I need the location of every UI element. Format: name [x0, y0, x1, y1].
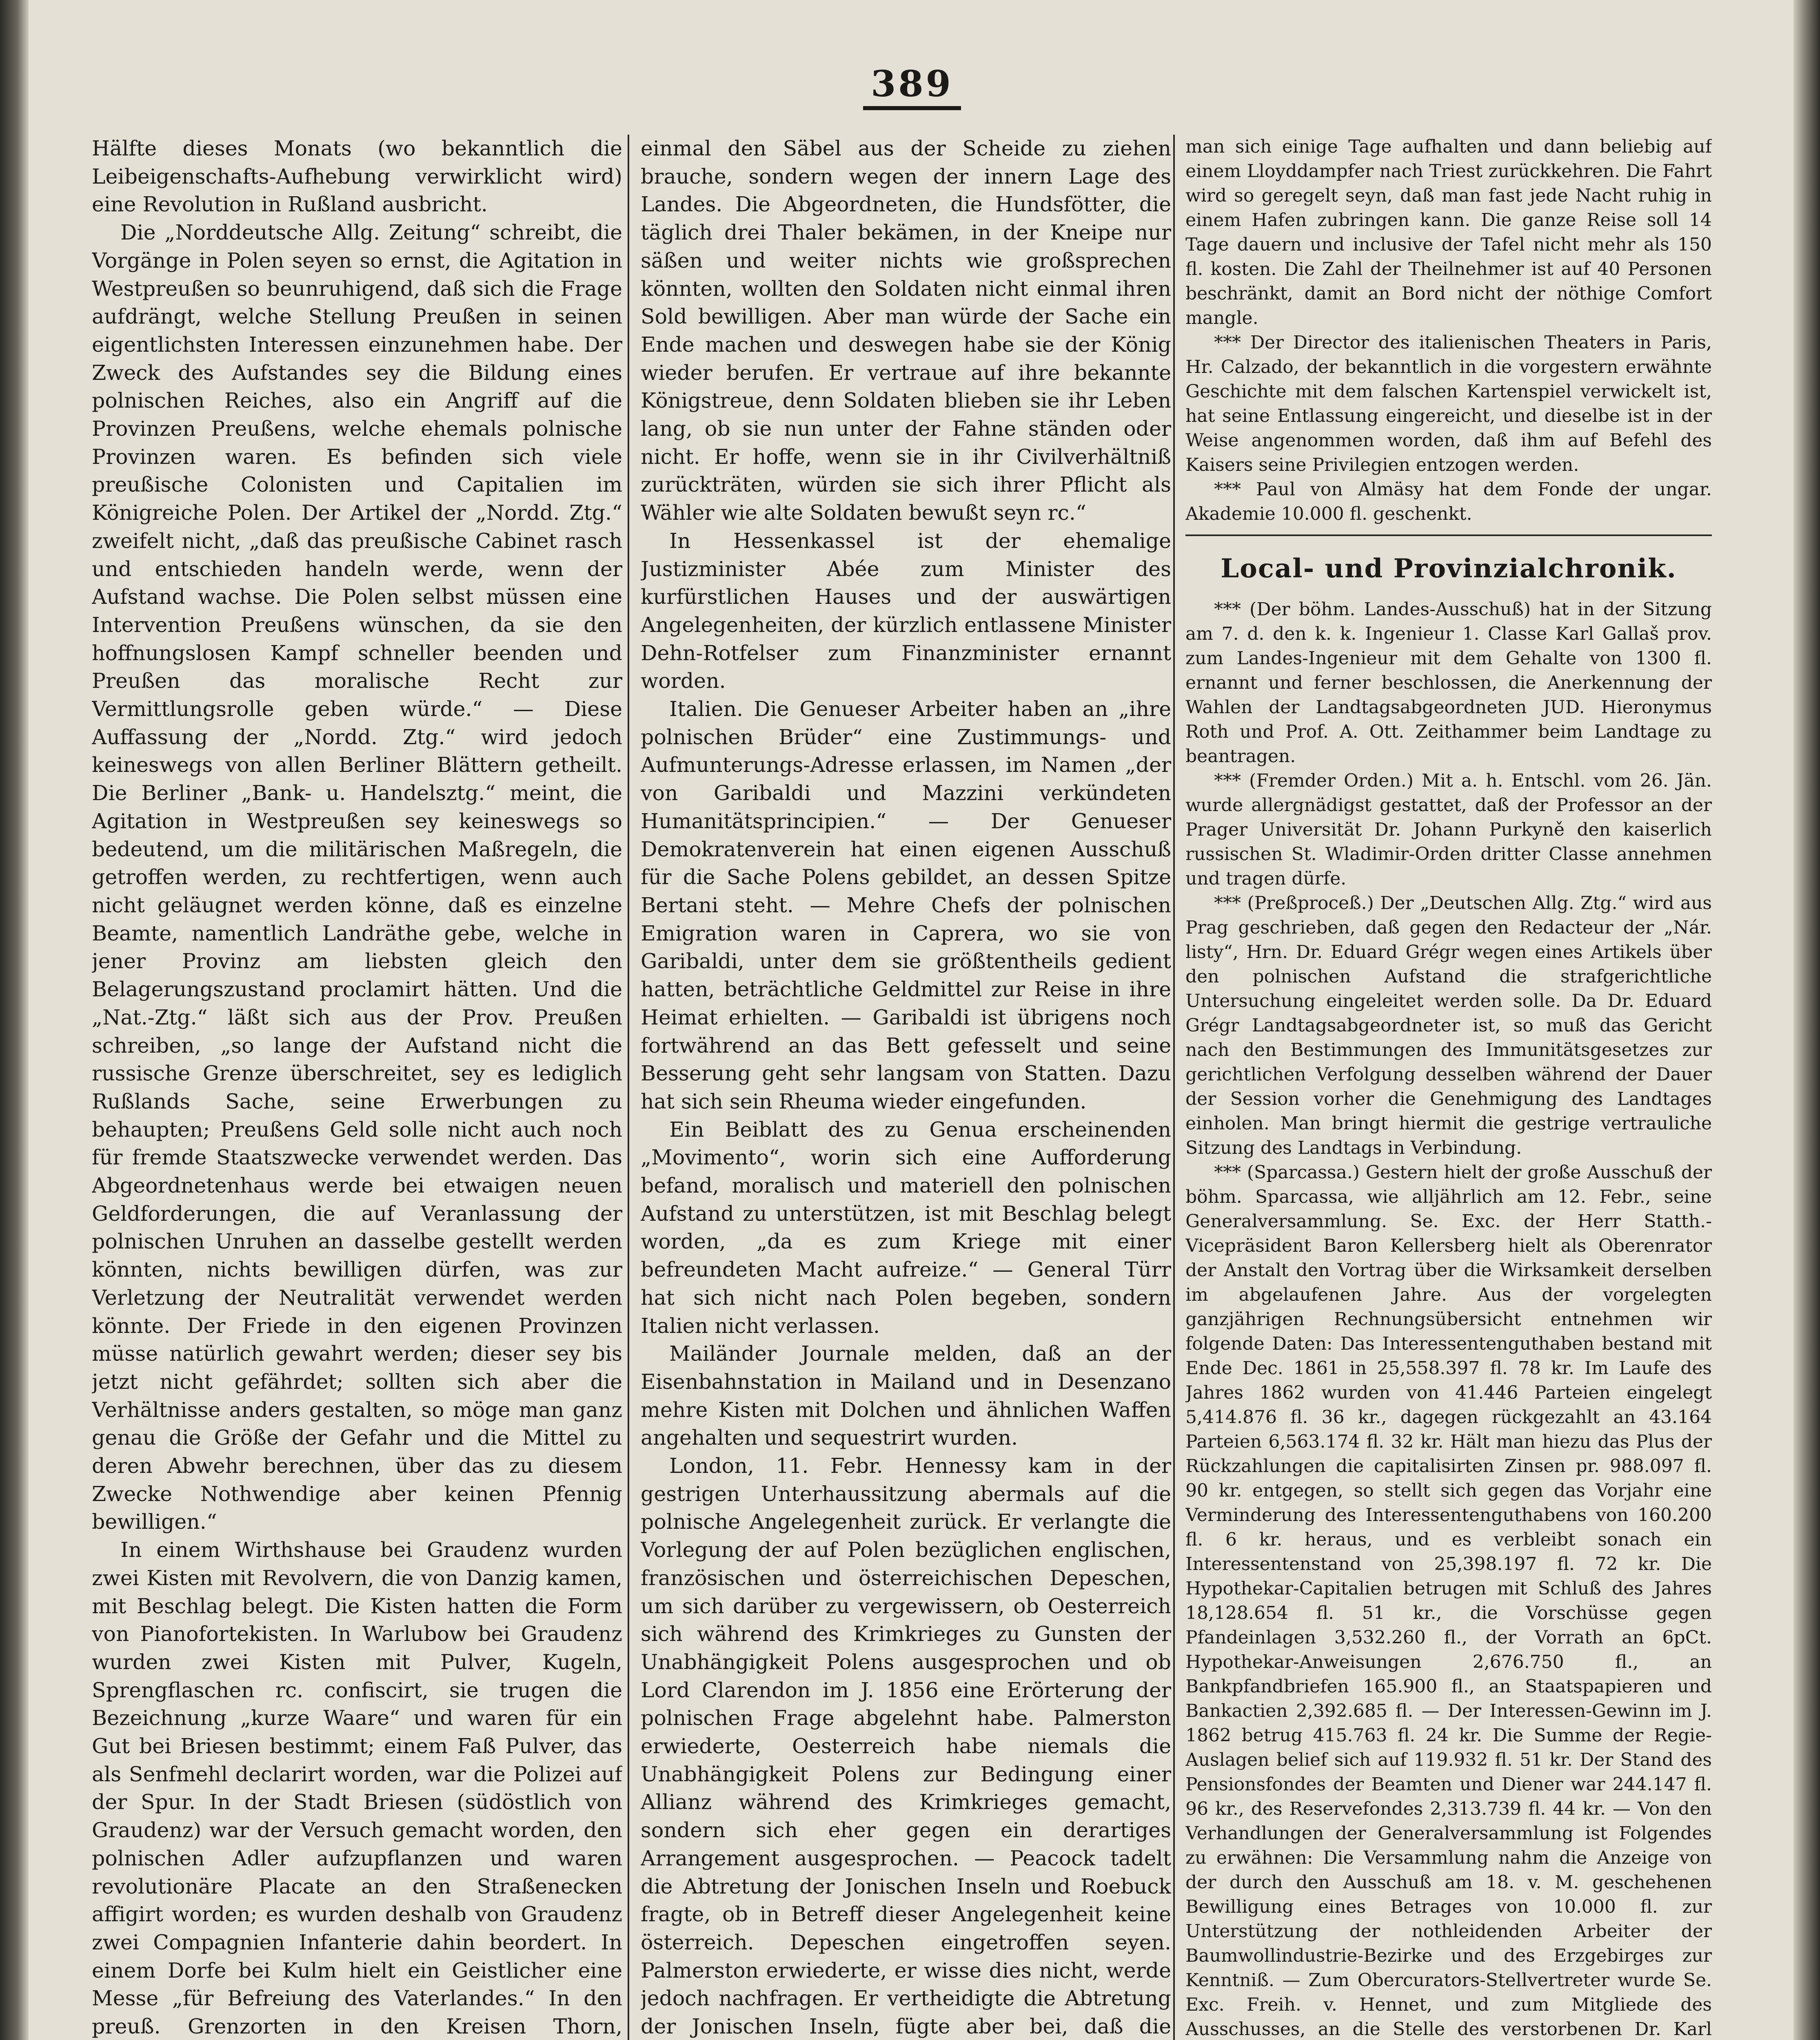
paragraph: Hälfte dieses Monats (wo bekanntlich die Leibeigenschafts-Aufhebung verwirklicht wird) eine Revolution in Rußland ausbricht.	[92, 136, 622, 217]
page-edge-right	[1793, 0, 1820, 2040]
paragraph: Italien. Die Genueser Arbeiter haben an „ihre polnischen Brüder“ eine Zustimmungs- und Aufmunterungs-Adresse erlassen, im Namen „der von Garibaldi und Mazzini verkündeten Humanitätsprincipien.“ — Der Genueser Demokratenverein hat einen eigenen Ausschuß für die Sache Polens gebildet, an dessen Spitze Bertani steht. — Mehre Chefs der polnischen Emigration waren in Caprera, wo sie von Garibaldi, unter dem sie größtentheils gedient hatten, beträchtliche Geldmittel zur Reise in ihre Heimat erhielten. — Garibaldi ist übrigens noch fortwährend an das Bett gefesselt und seine Besserung geht sehr langsam von Statten. Dazu hat sich sein Rheuma wieder eingefunden.	[641, 697, 1171, 1113]
paragraph: *** (Preßproceß.) Der „Deutschen Allg. Ztg.“ wird aus Prag geschrieben, daß gegen den Redacteur der „Nár. listy“, Hrn. Dr. Eduard Grégr wegen eines Artikels über den polnischen Aufstand die strafgerichtliche Untersuchung eingeleitet werden solle. Da Dr. Eduard Grégr Landtagsabgeordneter ist, so muß das Gericht nach den Bestimmungen des Immunitätsgesetzes zur gerichtlichen Verfolgung desselben während der Dauer der Session vorher die Genehmigung des Landtages einholen. Man bringt hiermit die gestrige vertrauliche Sitzung des Landtags in Verbindung.	[1185, 893, 1712, 1158]
paragraph: Mailänder Journale melden, daß an der Eisenbahnstation in Mailand und in Desenzano mehre Kisten mit Dolchen und ähnlichen Waffen angehalten und sequestrirt wurden.	[641, 1342, 1171, 1450]
paragraph: *** (Sparcassa.) Gestern hielt der große Ausschuß der böhm. Sparcassa, wie alljährlich am 12. Febr., seine Generalversammlung. Se. Exc. der Herr Statth.-Vicepräsident Baron Kellersberg hielt als Oberenrator der Anstalt den Vortrag über die Wirksamkeit derselben im abgelaufenen Jahre. Aus der vorgelegten ganzjährigen Rechnungsübersicht entnehmen wir folgende Daten: Das Interessentenguthaben bestand mit Ende Dec. 1861 in 25,558.397 fl. 78 kr. Im Laufe des Jahres 1862 wurden von 41.446 Parteien eingelegt 5,414.876 fl. 36 kr., dagegen rückgezahlt an 43.164 Parteien 6,563.174 fl. 32 kr. Hält man hiezu das Plus der Rückzahlungen die capitalisirten Zinsen pr. 988.097 fl. 90 kr. entgegen, so stellt sich gegen das Vorjahr eine Verminderung des Interessentenguthabens von 160.200 fl. 6 kr. heraus, und es verbleibt sonach ein Interessentenstand von 25,398.197 fl. 72 kr. Die Hypothekar-Capitalien betrugen mit Schluß des Jahres 18,128.654 fl. 51 kr., die Vorschüsse gegen Pfandeinlagen 3,532.260 fl., der Vorrath an 6pCt. Hypothekar-Anweisungen 2,676.750 fl., an Bankpfandbriefen 165.900 fl., an Staatspapieren und Bankactien 2,392.685 fl. — Der Interessen-Gewinn im J. 1862 betrug 415.763 fl. 24 kr. Die Summe der Regie-Auslagen belief sich auf 119.932 fl. 51 kr. Der Stand des Pensionsfondes der Beamten und Diener war 244.147 fl. 96 kr., des Reservefondes 2,313.739 fl. 44 kr. — Von den Verhandlungen der Generalversammlung ist Folgendes zu erwähnen: Die Versammlung nahm die Anzeige von der durch den Ausschuß am 18. v. M. geschehenen Bewilligung eines Betrages von 10.000 fl. zur Unterstützung der nothleidenden Arbeiter der Baumwollindustrie-Bezirke und des Erzgebirges zur Kenntniß. — Zum Obercurators-Stellvertreter wurde Se. Exc. Freih. v. Hennet, und zum Mitgliede des Ausschusses, an die Stelle des verstorbenen Dr. Karl	[1185, 1162, 1712, 2040]
paragraph: *** Der Director des italienischen Theaters in Paris, Hr. Calzado, der bekanntlich in die vorgestern erwähnte Geschichte mit dem falschen Kartenspiel verwickelt ist, hat seine Entlassung eingereicht, und dieselbe ist in der Weise angenommen worden, daß ihm auf Befehl des Kaisers seine Privilegien entzogen werden.	[1185, 332, 1712, 475]
paragraph: London, 11. Febr. Hennessy kam in der gestrigen Unterhaussitzung abermals auf die polnische Angelegenheit zurück. Er verlangte die Vorlegung der auf Polen bezüglichen englischen, französischen und österreichischen Depeschen, um sich darüber zu vergewissern, ob Oesterreich sich während des Krimkrieges zu Gunsten der Unabhängigkeit Polens ausgesprochen und ob Lord Clarendon im J. 1856 eine Erörterung der polnischen Frage abgelehnt habe. Palmerston erwiederte, Oesterreich habe niemals die Unabhängigkeit Polens zur Bedingung einer Allianz während des Krimkrieges gemacht, sondern sich eher gegen ein derartiges Arrangement ausgesprochen. — Peacock tadelt die Abtretung der Jonischen Inseln und Roebuck fragte, ob in Betreff dieser Angelegenheit keine österreich. Depeschen eingetroffen seyen. Palmerston erwiederte, er wisse dies nicht, werde jedoch nachfragen. Er vertheidigte die Abtretung der Jonischen Inseln, fügte aber bei, daß die	[641, 1454, 1171, 2039]
page-edge-left	[0, 0, 29, 2040]
paragraph: In Hessenkassel ist der ehemalige Justizminister Abée zum Minister des kurfürstlichen Hauses und der auswärtigen Angelegenheiten, der kürzlich entlassene Minister Dehn-Rotfelser zum Finanzminister ernannt worden.	[641, 528, 1171, 693]
paragraph: Ein Beiblatt des zu Genua erscheinenden „Movimento“, worin sich eine Aufforderung befand, moralisch und materiell den polnischen Aufstand zu unterstützen, ist mit Beschlag belegt worden, „da es zum Kriege mit einer befreundeten Macht aufreize.“ — General Türr hat sich nicht nach Polen begeben, sondern Italien nicht verlassen.	[641, 1117, 1171, 1338]
paragraph: *** Paul von Almäsy hat dem Fonde der ungar. Akademie 10.000 fl. geschenkt.	[1185, 479, 1712, 524]
paragraph: einmal den Säbel aus der Scheide zu ziehen brauche, sondern wegen der innern Lage des Landes. Die Abgeordneten, die Hundsfötter, die täglich drei Thaler bekämen, in der Kneipe nur säßen und weiter nichts wie großsprechen könnten, wollten den Soldaten nicht einmal ihren Sold bewilligen. Aber man würde der Sache ein Ende machen und deswegen habe sie der König wieder berufen. Er vertraue auf ihre bekannte Königstreue, denn Soldaten blieben sie ihr Leben lang, ob sie nun unter der Fahne ständen oder nicht. Er hoffe, wenn sie in ihr Civilverhältniß zurückträten, würden sie sich ihrer Pflicht als Wähler wie alte Soldaten bewußt seyn rc.“	[641, 136, 1171, 525]
section-divider	[1185, 534, 1712, 536]
paragraph: Die „Norddeutsche Allg. Zeitung“ schreibt, die Vorgänge in Polen seyen so ernst, die Agitation in Westpreußen so beunruhigend, daß sich die Frage aufdrängt, welche Stellung Preußen in seinen eigentlichsten Interessen einzunehmen habe. Der Zweck des Aufstandes sey die Bildung eines polnischen Reiches, also ein Angriff auf die Provinzen Preußens, welche ehemals polnische Provinzen waren. Es befinden sich viele preußische Colonisten und Capitalien im Königreiche Polen. Der Artikel der „Nordd. Ztg.“ zweifelt nicht, „daß das preußische Cabinet rasch und entschieden handeln werde, wenn der Aufstand wachse. Die Polen selbst müssen eine Intervention Preußens wünschen, da sie den hoffnungslosen Kampf schneller beenden und Preußen das moralische Recht zur Vermittlungsrolle geben würde.“ — Diese Auffassung der „Nordd. Ztg.“ wird jedoch keineswegs von allen Berliner Blättern getheilt. Die Berliner „Bank- u. Handelsztg.“ meint, die Agitation in Westpreußen sey keineswegs so bedeutend, um die militärischen Maßregeln, die getroffen werden, zu rechtfertigen, wenn auch nicht geläugnet werden könne, daß es einzelne Beamte, namentlich Landräthe gebe, welche in jener Provinz am liebsten gleich den Belagerungszustand proclamirt hätten. Und die „Nat.-Ztg.“ läßt sich aus der Prov. Preußen schreiben, „so lange der Aufstand nicht die russische Grenze überschreitet, sey es lediglich Rußlands Sache, seine Erwerbungen zu behaupten; Preußens Geld solle nicht auch noch für fremde Staatszwecke verwendet werden. Das Abgeordnetenhaus werde bei etwaigen neuen Geldforderungen, die auf Veranlassung der polnischen Unruhen an dasselbe gestellt werden könnten, nichts bewilligen dürfen, was zur Verletzung der Neutralität verwendet werden könnte. Der Friede in den eigenen Provinzen müsse natürlich gewahrt werden; dieser sey bis jetzt nicht gefährdet; sollten sich aber die Verhältnisse anders gestalten, so möge man ganz genau die Größe der Gefahr und die Mittel zu deren Abwehr berechnen, über das zu diesem Zwecke Nothwendige aber keinen Pfennig bewilligen.“	[92, 220, 622, 1534]
column-divider	[628, 135, 629, 2040]
page-number: 389	[863, 61, 961, 110]
column-right	[1185, 135, 1712, 2040]
paragraph: man sich einige Tage aufhalten und dann beliebig auf einem Lloyddampfer nach Triest zurückkehren. Die Fahrt wird so geregelt seyn, daß man fast jede Nacht ruhig in einem Hafen zubringen kann. Die ganze Reise soll 14 Tage dauern und inclusive der Tafel nicht mehr als 150 fl. kosten. Die Zahl der Theilnehmer ist auf 40 Personen beschränkt, damit an Bord nicht der nöthige Comfort mangle.	[1185, 136, 1712, 328]
column-middle	[641, 135, 1171, 2040]
paragraph: In einem Wirthshause bei Graudenz wurden zwei Kisten mit Revolvern, die von Danzig kamen, mit Beschlag belegt. Die Kisten hatten die Form von Pianofortekisten. In Warlubow bei Graudenz wurden zwei Kisten mit Pulver, Kugeln, Sprengflaschen rc. confiscirt, sie trugen die Bezeichnung „kurze Waare“ und waren für ein Gut bei Briesen bestimmt; einem Faß Pulver, das als Senfmehl declarirt worden, war die Polizei auf der Spur. In der Stadt Briesen (südöstlich von Graudenz) war der Versuch gemacht worden, den polnischen Adler aufzupflanzen und waren revolutionäre Placate an den Straßenecken affigirt worden; es wurden deshalb von Graudenz zwei Compagnien Infanterie dahin beordert. In einem Dorfe bei Kulm hielt ein Geistlicher eine Messe „für Befreiung des Vaterlandes.“ In den preuß. Grenzorten in den Kreisen Thorn,	[92, 1538, 622, 2039]
paragraph: *** (Fremder Orden.) Mit a. h. Entschl. vom 26. Jän. wurde allergnädigst gestattet, daß der Professor an der Prager Universität Dr. Johann Purkyně den kaiserlich russischen St. Wladimir-Orden dritter Classe annehmen und tragen dürfe.	[1185, 770, 1712, 889]
column-left	[92, 135, 622, 2040]
section-heading-chronik: Local- und Provinzialchronik.	[1221, 553, 1677, 584]
paragraph: *** (Der böhm. Landes-Ausschuß) hat in der Sitzung am 7. d. den k. k. Ingenieur 1. Classe Karl Gallaš prov. zum Landes-Ingenieur mit dem Gehalte von 1300 fl. ernannt und ferner beschlossen, die Anerkennung der Wahlen der Landtagsabgeordneten JUD. Hieronymus Roth und Prof. A. Ott. Zeithammer beim Landtage zu beantragen.	[1185, 599, 1712, 767]
column-divider	[1173, 135, 1175, 2040]
